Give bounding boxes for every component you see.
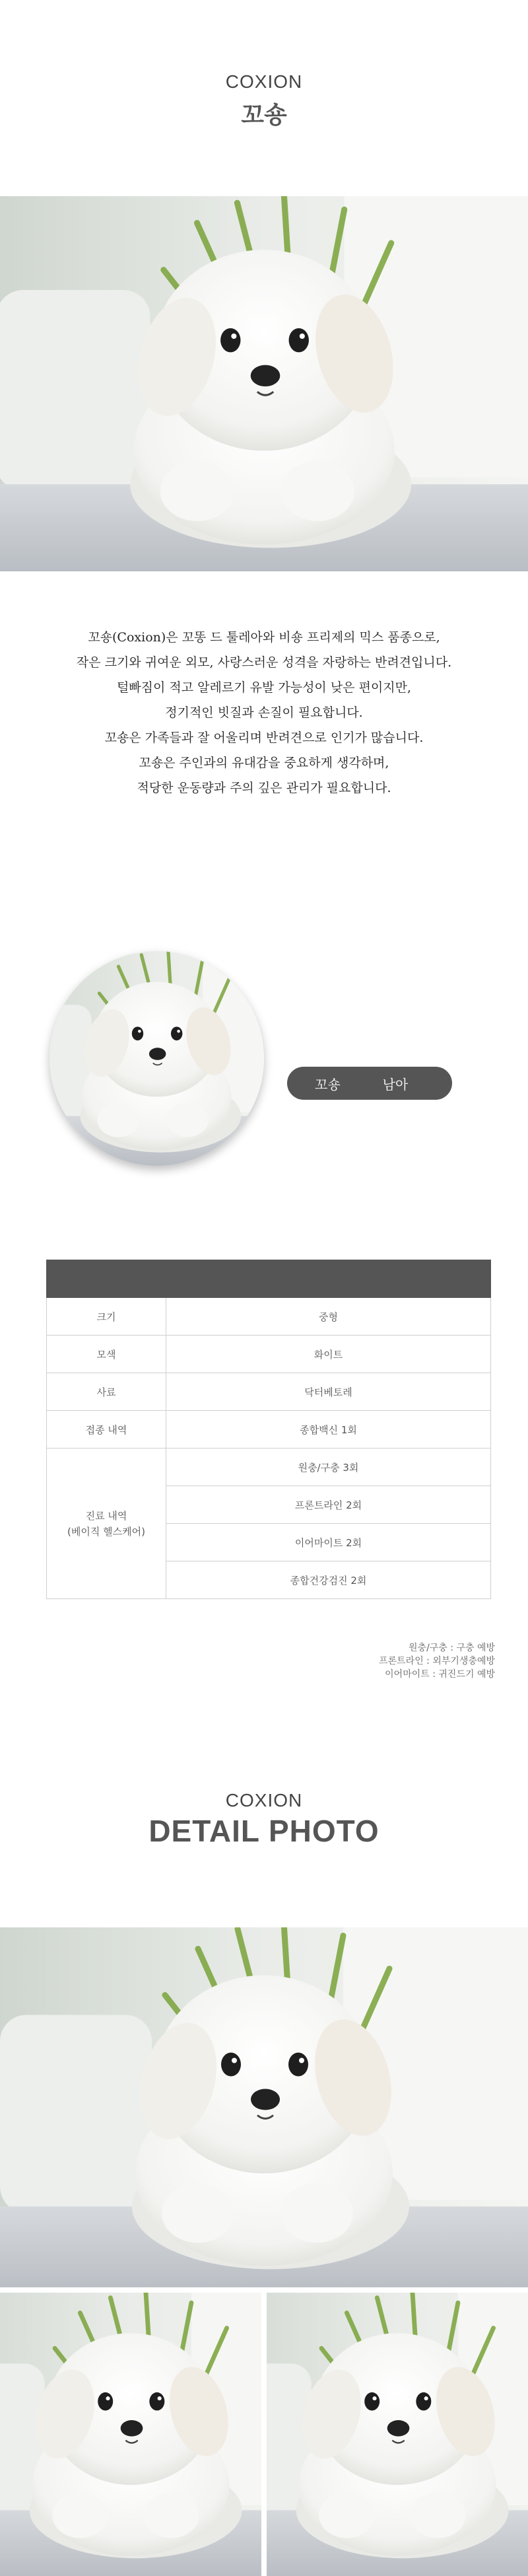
description-line: 꼬숑은 주인과의 유대감을 중요하게 생각하며,	[139, 756, 389, 770]
detail-photo-right	[267, 2293, 528, 2576]
description-line: 꼬숑은 가족들과 잘 어울리며 반려견으로 인기가 많습니다.	[104, 731, 424, 745]
sex-label: 남아	[382, 1076, 409, 1092]
breed-label: 꼬숑	[315, 1076, 341, 1092]
description-line: 털빠짐이 적고 알레르기 유발 가능성이 낮은 편이지만,	[116, 680, 412, 695]
description-line: 적당한 운동량과 주의 깊은 관리가 필요합니다.	[137, 781, 391, 795]
puppy-photo-illustration	[0, 1927, 528, 2287]
treatment-item: 종합건강검진 2회	[166, 1561, 491, 1599]
note-line: 프론트라인 : 외부기생충예방	[379, 1656, 495, 1666]
row-label: 모색	[47, 1336, 166, 1373]
description-line: 꼬숑(Coxion)은 꼬똥 드 툴레아와 비숑 프리제의 믹스 품종으로,	[88, 630, 440, 645]
note-line: 원충/구충 : 구충 예방	[409, 1643, 495, 1653]
main-photo	[0, 196, 528, 571]
profile-photo	[50, 951, 264, 1166]
description-line: 정기적인 빗질과 손질이 필요합니다.	[165, 705, 363, 720]
page-title: 꼬숑	[241, 102, 287, 129]
row-value: 화이트	[166, 1336, 491, 1373]
description-line: 작은 크기와 귀여운 외모, 사랑스러운 성격을 자랑하는 반려견입니다.	[76, 655, 452, 670]
row-label: 접종 내역	[47, 1411, 166, 1449]
treatment-label	[47, 1449, 166, 1599]
table-row	[47, 1411, 491, 1449]
detail-photo-left	[0, 2293, 261, 2576]
note-line: 이어마이트 : 귀진드기 예방	[385, 1669, 495, 1680]
row-label: 사료	[47, 1373, 166, 1411]
info-table	[46, 1260, 491, 1599]
profile-pill	[287, 1067, 452, 1100]
puppy-photo-illustration	[267, 2293, 528, 2576]
description	[0, 625, 528, 801]
treatment-item: 원충/구충 3회	[166, 1449, 491, 1486]
puppy-photo-illustration	[0, 2293, 261, 2576]
detail-brand-label: COXION	[225, 1790, 303, 1810]
brand-label: COXION	[225, 71, 303, 92]
row-label: 크기	[47, 1298, 166, 1336]
table-row	[47, 1336, 491, 1373]
treatment-item: 이어마이트 2회	[166, 1524, 491, 1561]
puppy-avatar-illustration	[50, 951, 264, 1166]
table-row	[47, 1449, 491, 1486]
row-value: 중형	[166, 1298, 491, 1336]
table-row	[47, 1298, 491, 1336]
detail-title: DETAIL PHOTO	[148, 1814, 380, 1848]
treatment-label-line: 진료 내역	[85, 1509, 127, 1522]
table-row	[47, 1373, 491, 1411]
puppy-photo-illustration	[0, 196, 528, 571]
treatment-item: 프론트라인 2회	[166, 1486, 491, 1524]
notes	[379, 1641, 495, 1681]
row-value: 닥터베토레	[166, 1373, 491, 1411]
row-value: 종합백신 1회	[166, 1411, 491, 1449]
detail-photo-large	[0, 1927, 528, 2287]
table-header-row	[47, 1260, 491, 1298]
treatment-label-sub: (베이직 헬스케어)	[67, 1525, 145, 1538]
